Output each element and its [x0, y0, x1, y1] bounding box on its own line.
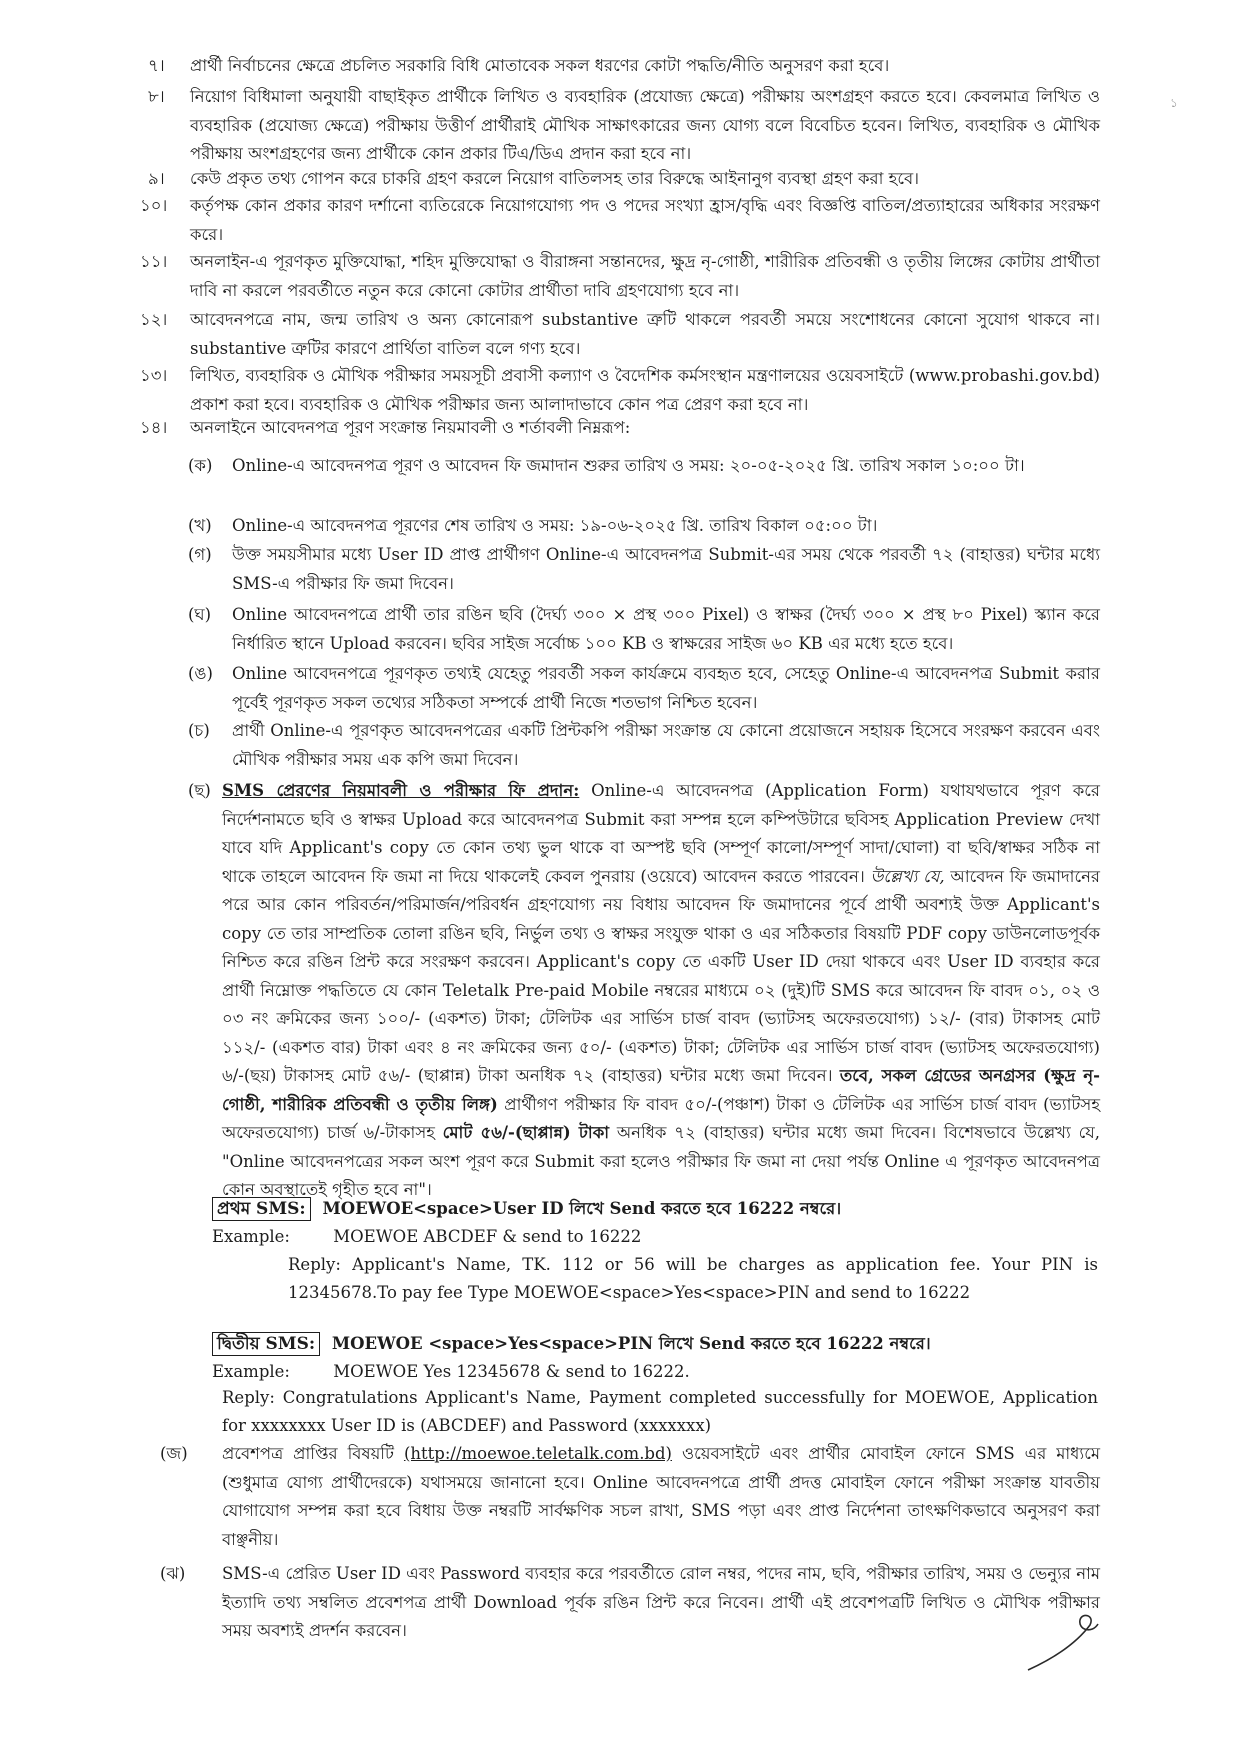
item-number: ১০। — [140, 196, 168, 215]
item-text: নিয়োগ বিধিমালা অনুযায়ী বাছাইকৃত প্রার্থীকে লিখিত ও ব্যবহারিক (প্রযোজ্য ক্ষেত্রে) পরীক্ষায় অংশগ্রহণ করতে হবে। কেবলমাত্র লিখিত ও ব্যবহারিক (প্রযোজ্য ক্ষেত্রে) পরীক্ষায় উত্তীর্ণ প্রার্থীরাই মৌখিক সাক্ষাৎকারের জন্য যোগ্য বলে বিবেচিত হবেন। লিখিত, ব্যবহারিক ও মৌখিক পরীক্ষায় অংশগ্রহণের জন্য প্রার্থীকে কোন প্রকার টিএ/ডিএ প্রদান করা হবে না। — [190, 87, 1100, 163]
signature-mark — [1020, 1600, 1110, 1680]
second-sms-instruction — [212, 1330, 1102, 1358]
sms-rules-part2: আবেদন ফি জমাদানের পরে আর কোন পরিবর্তন/পরিমার্জন/পরিবর্ধন গ্রহণযোগ্য নয় বিধায় আবেদন ফি জমাদানের পূর্বে প্রার্থী অবশ্যই উক্ত Applicant's copy তে তার সাম্প্রতিক তোলা রঙিন ছবি, নির্ভুল তথ্য ও স্বাক্ষর সংযুক্ত থাকা ও এর সঠিকতার বিষয়টি PDF copy ডাউনলোডপূর্বক নিশ্চিত করে রঙিন প্রিন্ট করে সংরক্ষণ করবেন। Applicant's copy তে একটি User ID দেয়া থাকবে এবং User ID ব্যবহার করে প্রার্থী নিম্নোক্ত পদ্ধতিতে যে কোন Teletalk Pre-paid Mobile নম্বরের মাধ্যমে ০২ (দুই)টি SMS করে আবেদন ফি বাবদ ০১, ০২ ও ০৩ নং ক্রমিকের জন্য ১০০/- (একশত) টাকা; টেলিটক এর সার্ভিস চার্জ বাবদ (ভ্যাটসহ অফেরতযোগ্য) ১২/- (বার) টাকাসহ মোট ১১২/- (একশত বার) টাকা এবং ৪ নং ক্রমিকের জন্য ৫০/- (একশত) টাকা; টেলিটক এর সার্ভিস চার্জ বাবদ (ভ্যাটসহ অফেরতযোগ্য) ৬/-(ছয়) টাকাসহ মোট ৫৬/- (ছাপ্পান্ন) টাকা অনধিক ৭২ (বাহাত্তর) ঘন্টার মধ্যে জমা দিবেন। — [222, 866, 1101, 1085]
sms-rules-part3-bold: তবে, সকল গ্রেডের অনগ্রসর (ক্ষুদ্র নৃ-গোষ্ঠী, শারীরিক প্রতিবন্ধী ও তৃতীয় লিঙ্গ) — [222, 1066, 1100, 1114]
notice-label: উল্লেখ্য যে, — [870, 866, 945, 886]
item-number: ৭। — [148, 56, 165, 75]
sub-item-number: (খ) — [188, 516, 212, 535]
item-text: অনলাইন-এ পূরণকৃত মুক্তিযোদ্ধা, শহিদ মুক্তিযোদ্ধা ও বীরাঙ্গনা সন্তানদের, ক্ষুদ্র নৃ-গোষ্ঠী, শারীরিক প্রতিবন্ধী ও তৃতীয় লিঙ্গের কোটায় প্রার্থীতা দাবি না করলে পরবর্তীতে নতুন করে কোনো কোটার প্রার্থীতা দাবি গ্রহণযোগ্য হবে না। — [190, 252, 1100, 300]
sms-rules-total: মোট ৫৬/-(ছাপ্পান্ন) টাকা — [442, 1123, 610, 1142]
first-sms-instruction — [212, 1195, 1102, 1223]
item-number: ১২। — [140, 310, 168, 329]
item-number: ১৩। — [140, 366, 168, 385]
item-number: ১১। — [140, 252, 168, 271]
sms-rules-text — [222, 777, 1100, 1205]
sub-item-number: (জ) — [160, 1444, 188, 1463]
teletalk-link[interactable]: (http://moewoe.teletalk.com.bd) — [403, 1444, 672, 1463]
sub-item-number: (ঘ) — [188, 605, 212, 624]
second-sms-example — [212, 1358, 1102, 1386]
second-sms-label: দ্বিতীয় SMS: — [212, 1332, 320, 1356]
item-text: আবেদনপত্রে নাম, জন্ম তারিখ ও অন্য কোনোরূপ substantive ত্রুটি থাকলে পরবর্তী সময়ে সংশোধনের কোনো সুযোগ থাকবে না। substantive ত্রুটির কারণে প্রার্থিতা বাতিল বলে গণ্য হবে। — [190, 310, 1100, 358]
sub-item-number: (চ) — [188, 721, 210, 740]
first-sms-reply: Reply: Applicant's Name, TK. 112 or 56 will be charges as application fee. Your PIN is 12345678.To pay fee Type MOEWOE<space>Yes<space>PIN and send to 16222 — [288, 1255, 1098, 1302]
sms-rules-heading: SMS প্রেরণের নিয়মাবলী ও পরীক্ষার ফি প্রদান: — [222, 781, 580, 800]
item-text: অনলাইনে আবেদনপত্র পূরণ সংক্রান্ত নিয়মাবলী ও শর্তাবলী নিম্নরূপ: — [190, 418, 631, 437]
second-sms-reply: Reply: Congratulations Applicant's Name, Payment completed successfully for MOEWOE, Application for xxxxxxxx User ID is (ABCDEF) and Password (xxxxxxx) — [222, 1388, 1098, 1435]
sms-rules-part1: Online-এ আবেদনপত্র (Application Form) যথাযথভাবে পূরণ করে নির্দেশনামতে ছবি ও স্বাক্ষর Upload করে আবেদনপত্র Submit করা সম্পন্ন হলে কম্পিউটারে ছবিসহ Application Preview দেখা যাবে যদি Applicant's copy তে কোন তথ্য ভুল থাকে বা অস্পষ্ট ছবি (সম্পূর্ণ কালো/সম্পূর্ণ সাদা/ঘোলা) বা ছবি/স্বাক্ষর সঠিক না থাকে তাহলে আবেদন ফি জমা না দিয়ে থাকলেই কেবল পুনরায় (ওয়েবে) আবেদন করতে পারবেন। — [222, 781, 1101, 886]
first-sms-command: MOEWOE<space>User ID লিখে Send করতে হবে 16222 নম্বরে। — [322, 1199, 842, 1218]
item-text: প্রার্থী নির্বাচনের ক্ষেত্রে প্রচলিত সরকারি বিধি মোতাবেক সকল ধরণের কোটা পদ্ধতি/নীতি অনুসরণ করা হবে। — [190, 56, 890, 75]
first-sms-label: প্রথম SMS: — [212, 1197, 311, 1221]
example-value: MOEWOE Yes 12345678 & send to 16222. — [333, 1362, 690, 1381]
sub-item-text — [222, 1440, 1100, 1554]
item-number: ৯। — [148, 169, 165, 188]
admit-card-pre: প্রবেশপত্র প্রাপ্তির বিষয়টি — [222, 1444, 395, 1463]
item-text: লিখিত, ব্যবহারিক ও মৌখিক পরীক্ষার সময়সূচী প্রবাসী কল্যাণ ও বৈদেশিক কর্মসংস্থান মন্ত্রণালয়ের ওয়েবসাইটে (www.probashi.gov.bd) প্রকাশ করা হবে। ব্যবহারিক ও মৌখিক পরীক্ষার জন্য আলাদাভাবে কোন পত্র প্রেরণ করা হবে না। — [190, 366, 1100, 414]
item-text: কর্তৃপক্ষ কোন প্রকার কারণ দর্শানো ব্যতিরেকে নিয়োগযোগ্য পদ ও পদের সংখ্যা হ্রাস/বৃদ্ধি এবং বিজ্ঞপ্তি বাতিল/প্রত্যাহারের অধিকার সংরক্ষণ করে। — [190, 196, 1100, 244]
item-text: কেউ প্রকৃত তথ্য গোপন করে চাকরি গ্রহণ করলে নিয়োগ বাতিলসহ তার বিরুদ্ধে আইনানুগ ব্যবস্থা গ্রহণ করা হবে। — [190, 169, 920, 188]
sub-item-text: Online-এ আবেদনপত্র পূরণের শেষ তারিখ ও সময়: ১৯-০৬-২০২৫ খ্রি. তারিখ বিকাল ০৫:০০ টা। — [232, 516, 878, 535]
sub-item-text: SMS-এ প্রেরিত User ID এবং Password ব্যবহার করে পরবর্তীতে রোল নম্বর, পদের নাম, ছবি, পরীক্ষার তারিখ, সময় ও ভেন্যুর নাম ইত্যাদি তথ্য সম্বলিত প্রবেশপত্র প্রার্থী Download পূর্বক রঙিন প্রিন্ট করে নিবেন। প্রার্থী এই প্রবেশপত্রটি লিখিত ও মৌখিক পরীক্ষার সময় অবশ্যই প্রদর্শন করবেন। — [222, 1564, 1101, 1640]
sub-item-text: উক্ত সময়সীমার মধ্যে User ID প্রাপ্ত প্রার্থীগণ Online-এ আবেদনপত্র Submit-এর সময় থেকে পরবর্তী ৭২ (বাহাত্তর) ঘন্টার মধ্যে SMS-এ পরীক্ষার ফি জমা দিবেন। — [232, 545, 1100, 593]
sub-item-text: Online আবেদনপত্রে প্রার্থী তার রঙিন ছবি (দৈর্ঘ্য ৩০০ × প্রস্থ ৩০০ Pixel) ও স্বাক্ষর (দৈর্ঘ্য ৩০০ × প্রস্থ ৮০ Pixel) স্ক্যান করে নির্ধারিত স্থানে Upload করবেন। ছবির সাইজ সর্বোচ্চ ১০০ KB ও স্বাক্ষরের সাইজ ৬০ KB এর মধ্যে হতে হবে। — [232, 605, 1100, 653]
sub-item-text: Online-এ আবেদনপত্র পূরণ ও আবেদন ফি জমাদান শুরুর তারিখ ও সময়: ২০-০৫-২০২৫ খ্রি. তারিখ সকাল ১০:০০ টা। — [232, 456, 1025, 475]
sub-item-number: (ঙ) — [188, 664, 213, 683]
item-number: ১৪। — [140, 418, 168, 437]
sub-item-text: Online আবেদনপত্রে পূরণকৃত তথ্যই যেহেতু পরবর্তী সকল কার্যক্রমে ব্যবহৃত হবে, সেহেতু Online-এ আবেদনপত্র Submit করার পূর্বেই পূরণকৃত সকল তথ্যের সঠিকতা সম্পর্কে প্রার্থী নিজে শতভাগ নিশ্চিত হবেন। — [232, 664, 1100, 712]
sub-item-number: (ঝ) — [160, 1564, 186, 1583]
example-value: MOEWOE ABCDEF & send to 16222 — [333, 1227, 642, 1246]
margin-mark: ১ — [1170, 96, 1178, 110]
sub-item-number: (গ) — [188, 545, 212, 564]
second-sms-command: MOEWOE <space>Yes<space>PIN লিখে Send করতে হবে 16222 নম্বরে। — [331, 1334, 931, 1353]
sub-item-text: প্রার্থী Online-এ পূরণকৃত আবেদনপত্রের একটি প্রিন্টকপি পরীক্ষা সংক্রান্ত যে কোনো প্রয়োজনে সহায়ক হিসেবে সংরক্ষণ করবেন এবং মৌখিক পরীক্ষার সময় এক কপি জমা দিবেন। — [232, 721, 1100, 769]
first-sms-example — [212, 1223, 1102, 1251]
sub-item-number: (ছ) — [188, 781, 211, 800]
admit-card-text: ওয়েবসাইটে এবং প্রার্থীর মোবাইল ফোনে SMS এর মাধ্যমে (শুধুমাত্র যোগ্য প্রার্থীদেরকে) যথাসময়ে জানানো হবে। Online আবেদনপত্রে প্রার্থী প্রদত্ত মোবাইল ফোনে পরীক্ষা সংক্রান্ত যাবতীয় যোগাযোগ সম্পন্ন করা হবে বিধায় উক্ত নম্বরটি সার্বক্ষণিক সচল রাখা, SMS পড়া এবং প্রাপ্ত নির্দেশনা তাৎক্ষণিকভাবে অনুসরণ করা বাঞ্ছনীয়। — [222, 1444, 1100, 1549]
item-number: ৮। — [148, 87, 165, 106]
sms-rules-part3: প্রার্থীগণ পরীক্ষার ফি বাবদ ৫০/-(পঞ্চাশ) টাকা ও টেলিটক এর সার্ভিস চার্জ বাবদ (ভ্যাটসহ অফেরতযোগ্য) চার্জ ৬/-টাকাসহ — [222, 1094, 1100, 1142]
example-label: Example: — [212, 1227, 290, 1246]
sub-item-number: (ক) — [188, 456, 213, 475]
example-label: Example: — [212, 1362, 290, 1381]
sms-rules-part4: অনধিক ৭২ (বাহাত্তর) ঘন্টার মধ্যে জমা দিবেন। বিশেষভাবে উল্লেখ্য যে, "Online আবেদনপত্রের সকল অংশ পূরণ করে Submit করা হলেও পরীক্ষার ফি জমা না দেয়া পর্যন্ত Online এ পূরণকৃত আবেদনপত্র কোন অবস্থাতেই গৃহীত হবে না"। — [222, 1123, 1101, 1199]
